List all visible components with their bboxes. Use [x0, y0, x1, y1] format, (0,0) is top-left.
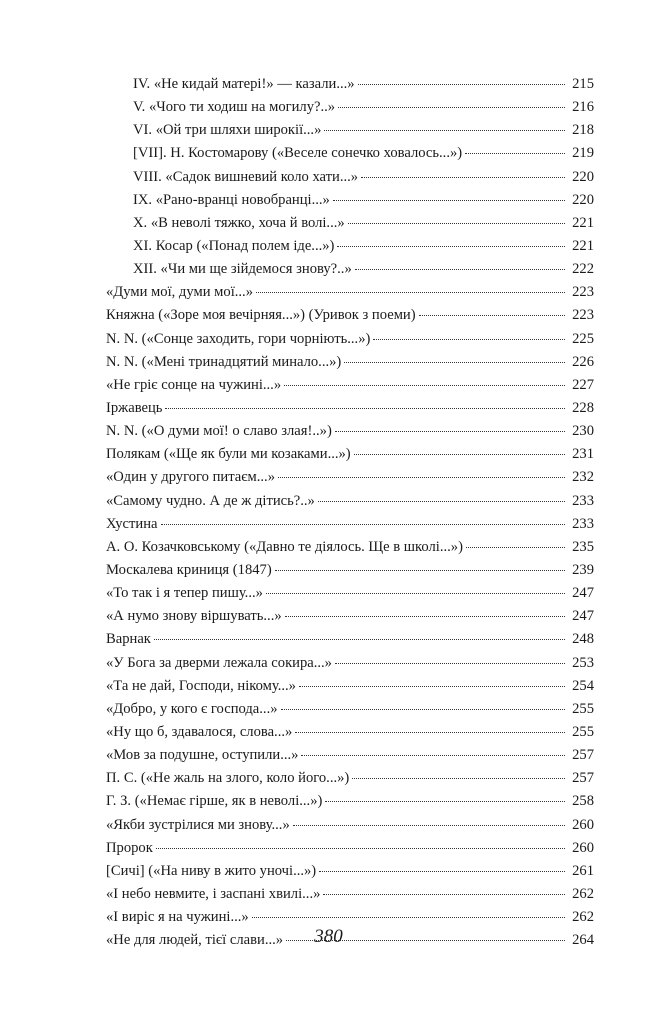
- toc-entry: [106, 142, 594, 165]
- toc-entry: [106, 559, 594, 582]
- toc-leader-dots: [344, 362, 565, 363]
- toc-entry-page: 216: [572, 99, 594, 116]
- toc-entry-title: [Сичі] («На ниву в жито уночі...»): [106, 862, 317, 879]
- toc-leader-dots: [348, 223, 565, 224]
- toc-entry: [106, 281, 594, 304]
- toc-entry-title: Іржавець: [106, 399, 163, 416]
- toc-leader-dots: [278, 477, 565, 478]
- toc-leader-dots: [325, 801, 565, 802]
- toc-entry-page: 219: [572, 145, 594, 162]
- toc-entry-page: 261: [572, 862, 594, 879]
- toc-leader-dots: [335, 663, 565, 664]
- toc-leader-dots: [281, 709, 565, 710]
- toc-leader-dots: [354, 454, 565, 455]
- toc-entry-title: «Один у другого питаєм...»: [106, 469, 275, 486]
- toc-entry-title: Г. З. («Немає гірше, як в неволі...»): [106, 793, 323, 810]
- toc-entry-page: 257: [572, 747, 594, 764]
- toc-entry-page: 228: [572, 399, 594, 416]
- toc-entry-page: 262: [572, 909, 594, 926]
- toc-entry-title: Варнак: [106, 631, 151, 648]
- toc-entry-page: 218: [572, 122, 594, 139]
- toc-leader-dots: [154, 639, 565, 640]
- toc-entry: [106, 536, 594, 559]
- toc-entry-title: «Самому чудно. А де ж дітись?..»: [106, 492, 315, 509]
- toc-entry-title: X. «В неволі тяжко, хоча й волі...»: [133, 214, 345, 231]
- toc-entry-page: 227: [572, 376, 594, 393]
- toc-entry-title: «У Бога за дверми лежала сокира...»: [106, 654, 332, 671]
- toc-entry-title: VI. «Ой три шляхи широкії...»: [133, 122, 322, 139]
- toc-entry-page: 233: [572, 515, 594, 532]
- toc-entry-title: N. N. («Мені тринадцятий минало...»): [106, 353, 342, 370]
- toc-entry-page: 223: [572, 307, 594, 324]
- toc-entry-title: VIII. «Садок вишневий коло хати...»: [133, 168, 359, 185]
- toc-leader-dots: [318, 501, 565, 502]
- toc-entry-title: «Та не дай, Господи, нікому...»: [106, 677, 296, 694]
- toc-entry: [106, 675, 594, 698]
- toc-entry: [106, 767, 594, 790]
- toc-entry-page: 260: [572, 839, 594, 856]
- toc-leader-dots: [165, 408, 565, 409]
- toc-entry-page: 262: [572, 885, 594, 902]
- toc-leader-dots: [333, 200, 565, 201]
- toc-entry-title: «І виріс я на чужині...»: [106, 909, 249, 926]
- toc-entry: [106, 304, 594, 327]
- toc-entry: [106, 374, 594, 397]
- toc-entry-title: V. «Чого ти ходиш на могилу?..»: [133, 99, 336, 116]
- toc-entry: [106, 351, 594, 374]
- toc-leader-dots: [319, 871, 565, 872]
- toc-leader-dots: [323, 894, 565, 895]
- toc-entry-title: «Не гріє сонце на чужині...»: [106, 376, 282, 393]
- toc-entry-page: 247: [572, 585, 594, 602]
- toc-entry-page: 232: [572, 469, 594, 486]
- toc-entry: [106, 698, 594, 721]
- toc-entry: [106, 814, 594, 837]
- toc-entry-title: «Не для людей, тієї слави...»: [106, 932, 284, 949]
- toc-entry-title: Полякам («Ще як були ми козаками...»): [106, 446, 351, 463]
- toc-entry-title: IV. «Не кидай матері!» — казали...»: [133, 76, 355, 92]
- toc-entry: [106, 235, 594, 258]
- toc-leader-dots: [419, 315, 565, 316]
- toc-entry-title: П. С. («Не жаль на злого, коло його...»): [106, 770, 350, 787]
- toc-entry: [106, 96, 594, 119]
- toc-leader-dots: [295, 732, 565, 733]
- toc-leader-dots: [335, 431, 565, 432]
- toc-entry-title: «Якби зустрілися ми знову...»: [106, 816, 290, 833]
- toc-entry: [106, 420, 594, 443]
- toc-entry-page: 231: [572, 446, 594, 463]
- toc-leader-dots: [466, 547, 565, 548]
- toc-entry-title: «Думи мої, думи мої...»: [106, 284, 253, 301]
- toc-entry-title: «Ну що б, здавалося, слова...»: [106, 723, 293, 740]
- toc-entry-title: N. N. («О думи мої! о славо злая!..»): [106, 423, 332, 440]
- toc-entry: [106, 652, 594, 675]
- toc-entry-title: Пророк: [106, 839, 153, 856]
- toc-entry-page: 255: [572, 723, 594, 740]
- toc-entry: [106, 212, 594, 235]
- toc-entry: [106, 605, 594, 628]
- toc-entry-page: 248: [572, 631, 594, 648]
- toc-entry: [106, 837, 594, 860]
- toc-leader-dots: [355, 269, 565, 270]
- toc-entry-page: 255: [572, 700, 594, 717]
- toc-entry: [106, 721, 594, 744]
- toc-leader-dots: [352, 778, 565, 779]
- toc-entry-page: 221: [572, 237, 594, 254]
- toc-entry-page: 257: [572, 770, 594, 787]
- toc-entry-title: «Добро, у кого є господа...»: [106, 700, 278, 717]
- toc-leader-dots: [275, 570, 565, 571]
- toc-leader-dots: [361, 177, 565, 178]
- toc-entry: [106, 397, 594, 420]
- toc-entry-page: 223: [572, 284, 594, 301]
- toc-entry-page: 225: [572, 330, 594, 347]
- toc-entry: [106, 490, 594, 513]
- toc-entry: [106, 744, 594, 767]
- toc-entry-page: 258: [572, 793, 594, 810]
- toc-entry-page: 253: [572, 654, 594, 671]
- toc-entry-title: Москалева криниця (1847): [106, 561, 272, 578]
- toc-entry: [106, 628, 594, 651]
- toc-entry-title: [VII]. Н. Костомарову («Веселе сонечко ховалось...»): [133, 145, 463, 162]
- toc-leader-dots: [301, 755, 565, 756]
- toc-entry-title: XII. «Чи ми ще зійдемося знову?..»: [133, 261, 352, 278]
- toc-leader-dots: [338, 107, 565, 108]
- toc-entry-page: 247: [572, 608, 594, 625]
- toc-entry-page: 264: [572, 932, 594, 949]
- toc-entry-title: «І небо невмите, і заспані хвилі...»: [106, 885, 321, 902]
- toc-entry: [106, 513, 594, 536]
- toc-entry-page: 220: [572, 168, 594, 185]
- toc-entry-page: 222: [572, 261, 594, 278]
- toc-entry-page: 226: [572, 353, 594, 370]
- toc-entry-page: 220: [572, 191, 594, 208]
- toc-entry: [106, 189, 594, 212]
- toc-leader-dots: [373, 339, 565, 340]
- toc-entry: [106, 443, 594, 466]
- toc-leader-dots: [324, 130, 565, 131]
- toc-leader-dots: [252, 917, 565, 918]
- toc-entry: [106, 582, 594, 605]
- toc-leader-dots: [337, 246, 565, 247]
- toc-entry-title: N. N. («Сонце заходить, гори чорніють...»): [106, 330, 371, 347]
- toc-entry-page: 233: [572, 492, 594, 509]
- toc-entry: [106, 328, 594, 351]
- toc-leader-dots: [293, 825, 565, 826]
- toc-entry: [106, 466, 594, 489]
- toc-entry-title: Княжна («Зоре моя вечірняя...») (Уривок з поеми): [106, 307, 416, 324]
- toc-leader-dots: [266, 593, 565, 594]
- toc-entry-page: 215: [572, 76, 594, 92]
- toc-entry-page: 235: [572, 538, 594, 555]
- toc-entry-title: «Мов за подушне, оступили...»: [106, 747, 299, 764]
- toc-entry-title: IX. «Рано-вранці новобранці...»: [133, 191, 330, 208]
- toc-leader-dots: [284, 385, 565, 386]
- toc-entry-title: «То так і я тепер пишу...»: [106, 585, 263, 602]
- toc-entry-page: 239: [572, 561, 594, 578]
- toc-entry-page: 230: [572, 423, 594, 440]
- toc-entry: [106, 883, 594, 906]
- toc-leader-dots: [285, 616, 565, 617]
- toc-leader-dots: [299, 686, 565, 687]
- toc-entry-title: XI. Косар («Понад полем іде...»): [133, 237, 335, 254]
- toc-leader-dots: [465, 153, 565, 154]
- toc-entry: [106, 166, 594, 189]
- toc-entry: [106, 119, 594, 142]
- table-of-contents: [106, 73, 594, 952]
- toc-leader-dots: [358, 84, 565, 85]
- toc-entry: [106, 73, 594, 96]
- toc-entry-title: «А нумо знову віршувать...»: [106, 608, 282, 625]
- page-number: 380: [314, 926, 343, 947]
- toc-entry-title: А. О. Козачковському («Давно те діялось. Ще в школі...»): [106, 538, 463, 555]
- toc-leader-dots: [161, 524, 565, 525]
- toc-leader-dots: [156, 848, 565, 849]
- toc-entry: [106, 860, 594, 883]
- toc-entry-page: 254: [572, 677, 594, 694]
- toc-entry-page: 221: [572, 214, 594, 231]
- toc-entry-page: 260: [572, 816, 594, 833]
- toc-entry: [106, 258, 594, 281]
- toc-entry-title: Хустина: [106, 515, 158, 532]
- toc-leader-dots: [256, 292, 565, 293]
- toc-entry: [106, 790, 594, 813]
